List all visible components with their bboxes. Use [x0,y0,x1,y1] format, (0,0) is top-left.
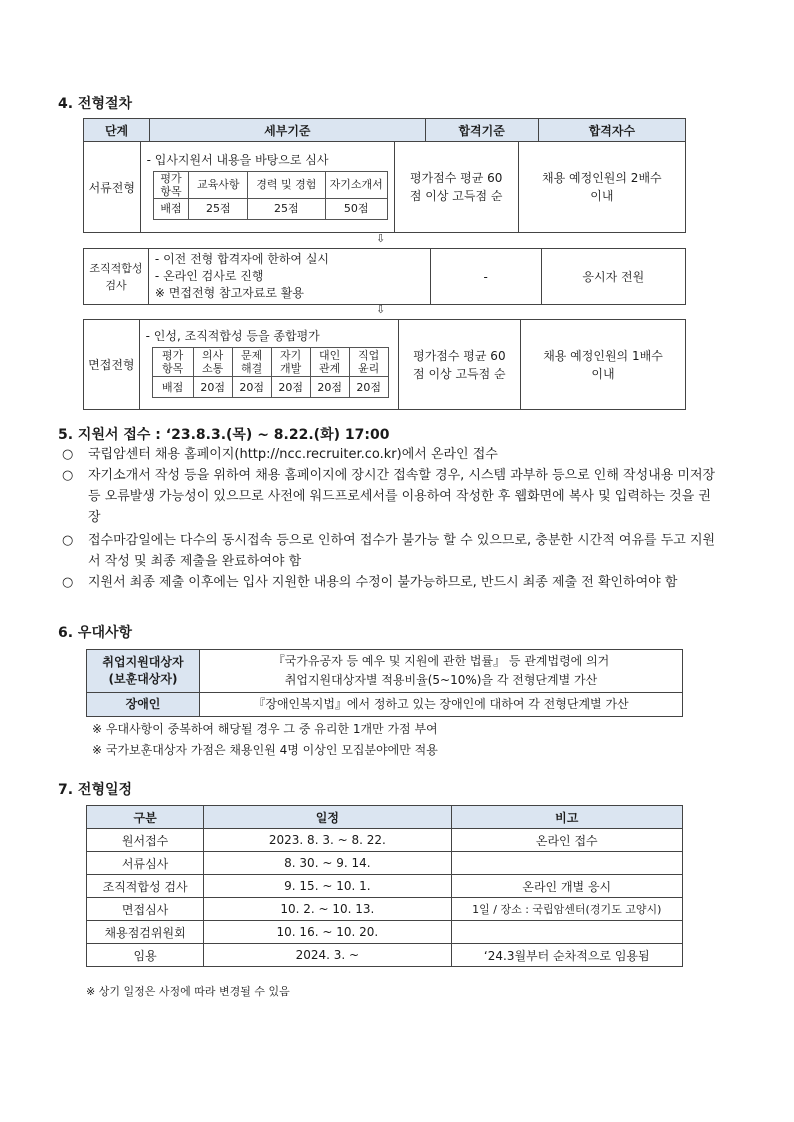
circle-bullet-icon: ○ [62,468,74,483]
schedule-cell: 9. 15. ~ 10. 1. [204,875,451,898]
schedule-cell [451,852,682,875]
schedule-cell: 10. 2. ~ 10. 13. [204,898,451,921]
score-value: 20점 [349,377,388,398]
score-value: 배점 [152,377,193,398]
section-5-title: 5. 지원서 접수 : ‘23.8.3.(목) ~ 8.22.(화) 17:00 [58,427,390,443]
table-row [87,875,683,898]
list-item [62,465,722,528]
procedure-header-table [83,118,686,142]
score-value: 25점 [248,198,325,219]
score-head: 직업 윤리 [349,348,388,377]
score-head: 문제 해결 [232,348,271,377]
detail-aptitude [148,249,430,305]
score-head: 평가 항목 [152,348,193,377]
aptitude-test-table [83,248,686,305]
list-item-text: 국립암센터 채용 홈페이지(http://ncc.recruiter.co.kr)에서 온라인 접수 [88,447,498,462]
detail-line: - 입사지원서 내용을 바탕으로 심사 [146,152,329,167]
table-row [87,898,683,921]
score-head: 교육사항 [189,171,248,198]
score-value: 20점 [310,377,349,398]
stage-interview: 면접전형 [84,320,140,410]
score-head: 자기소개서 [325,171,387,198]
preference-desc-line1: 『국가유공자 등 예우 및 지원에 관한 법률』 등 관계법령에 의거 [272,654,610,668]
detail-interview [139,320,398,410]
down-arrow-icon: ⇩ [376,232,386,245]
list-item-text: 지원서 최종 제출 이후에는 입사 지원한 내용의 수정이 불가능하므로, 반드시 최종 제출 전 확인하여야 함 [88,575,678,590]
schedule-cell: 채용점검위원회 [87,921,204,944]
schedule-cell: 온라인 접수 [451,829,682,852]
section-4-title: 4. 전형절차 [58,96,133,112]
detail-document [140,142,394,233]
criteria-aptitude: - [430,249,541,305]
score-value: 20점 [232,377,271,398]
detail-line: - 온라인 검사로 진행 [154,269,264,283]
score-table-document [153,171,388,220]
document-screening-table [83,141,686,233]
section-6-title: 6. 우대사항 [58,625,133,641]
score-head: 의사 소통 [193,348,232,377]
preference-head-veterans [87,650,200,693]
list-item [62,572,722,593]
schedule-cell: 서류심사 [87,852,204,875]
score-value: 20점 [193,377,232,398]
score-head: 평가 항목 [153,171,189,198]
interview-table [83,319,686,410]
score-value: 25점 [189,198,248,219]
schedule-cell [451,921,682,944]
detail-line: ※ 면접전형 참고자료로 활용 [154,286,304,300]
preference-table [86,649,683,717]
count-interview: 채용 예정인원의 1배수 이내 [520,320,685,410]
section-7-title: 7. 전형일정 [58,782,133,798]
score-head: 대인 관계 [310,348,349,377]
schedule-cell: 임용 [87,944,204,967]
circle-bullet-icon: ○ [62,447,74,462]
table-row [87,852,683,875]
schedule-cell: 온라인 개별 응시 [451,875,682,898]
preference-desc-line2: 취업지원대상자별 적용비율(5~10%)을 각 전형단계별 가산 [284,673,598,687]
score-table-interview [152,347,389,398]
stage-aptitude-line2: 검사 [105,278,127,292]
list-item-text: 자기소개서 작성 등을 위하여 채용 홈페이지에 장시간 접속할 경우, 시스템 과부하 등으로 인해 작성내용 미저장 등 오류발생 가능성이 있으므로 사전에 워드프로세서를 이용하여 작성한 후 웹화면에 복사 및 입력하는 것을 권장 [88,468,716,525]
score-value: 50점 [325,198,387,219]
schedule-cell: 2024. 3. ~ [204,944,451,967]
table-row [87,944,683,967]
schedule-cell: 조직적합성 검사 [87,875,204,898]
schedule-header: 비고 [451,806,682,829]
preference-head-disabled: 장애인 [87,693,200,717]
preference-head-line1: 취업지원대상자 [102,655,184,669]
header-count: 합격자수 [538,119,685,142]
schedule-header: 일정 [204,806,451,829]
schedule-cell: ‘24.3월부터 순차적으로 임용됨 [451,944,682,967]
list-item-text: 접수마감일에는 다수의 동시접속 등으로 인하여 접수가 불가능 할 수 있으므로, 충분한 시간적 여유를 두고 지원서 작성 및 최종 제출을 완료하여야 함 [88,533,716,569]
table-row [87,921,683,944]
schedule-header: 구분 [87,806,204,829]
header-criteria: 합격기준 [425,119,538,142]
preference-note: ※ 우대사항이 중복하여 해당될 경우 그 중 유리한 1개만 가점 부여 [92,722,438,736]
criteria-document: 평가점수 평균 60점 이상 고득점 순 [394,142,518,233]
list-item [62,530,722,572]
preference-desc-disabled: 『장애인복지법』에서 정하고 있는 장애인에 대하여 각 전형단계별 가산 [200,693,683,717]
schedule-cell: 면접심사 [87,898,204,921]
schedule-table [86,805,683,967]
stage-document: 서류전형 [84,142,141,233]
schedule-note: ※ 상기 일정은 사정에 따라 변경될 수 있음 [86,985,290,998]
preference-head-line2: (보훈대상자) [108,672,178,686]
score-head: 자기 개발 [271,348,310,377]
detail-line: - 이전 전형 합격자에 한하여 실시 [154,252,330,266]
schedule-cell: 10. 16. ~ 10. 20. [204,921,451,944]
score-value: 배점 [153,198,189,219]
circle-bullet-icon: ○ [62,575,74,590]
stage-aptitude-line1: 조직적합성 [89,261,143,275]
schedule-cell: 1일 / 장소 : 국립암센터(경기도 고양시) [451,898,682,921]
schedule-cell: 원서접수 [87,829,204,852]
circle-bullet-icon: ○ [62,533,74,548]
criteria-interview: 평가점수 평균 60점 이상 고득점 순 [398,320,520,410]
table-row [87,829,683,852]
header-detail: 세부기준 [150,119,425,142]
down-arrow-icon: ⇩ [376,303,386,316]
preference-desc-veterans [200,650,683,693]
stage-aptitude [84,249,149,305]
schedule-cell: 8. 30. ~ 9. 14. [204,852,451,875]
preference-note: ※ 국가보훈대상자 가점은 채용인원 4명 이상인 모집분야에만 적용 [92,743,438,757]
count-document: 채용 예정인원의 2배수 이내 [518,142,685,233]
score-head: 경력 및 경험 [248,171,325,198]
score-value: 20점 [271,377,310,398]
list-item [62,444,722,465]
schedule-cell: 2023. 8. 3. ~ 8. 22. [204,829,451,852]
detail-line: - 인성, 조직적합성 등을 종합평가 [145,329,320,343]
count-aptitude: 응시자 전원 [541,249,685,305]
header-stage: 단계 [84,119,150,142]
